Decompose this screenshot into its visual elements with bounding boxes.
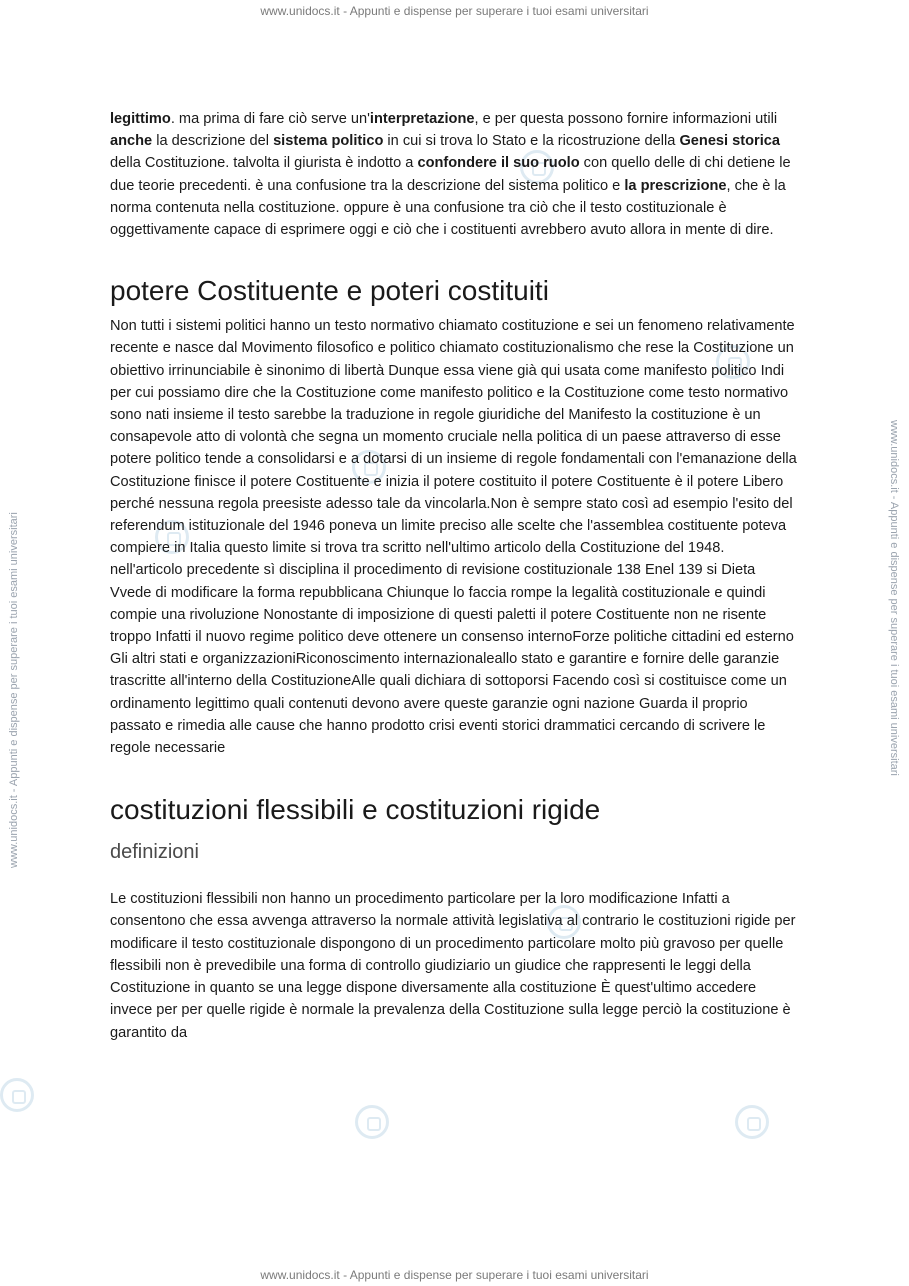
text-run: in cui si trova lo Stato e la ricostruzione della (383, 133, 680, 150)
intro-paragraph (110, 108, 800, 241)
left-side-watermark: www.unidocs.it - Appunti e dispense per superare i tuoi esami universitari (8, 512, 20, 868)
right-side-watermark: www.unidocs.it - Appunti e dispense per superare i tuoi esami universitari (888, 420, 900, 776)
section-paragraph: Non tutti i sistemi politici hanno un testo normativo chiamato costituzione e sei un fenomeno relativamente recente e nasce dal Movimento filosofico e politico chiamato costituzionalismo che rese la Costituzione un obiettivo irrinunciabile è sinonimo di libertà Dunque essa viene già qui usata come manifesto politico Indi per cui possiamo dire che la Costituzione come manifesto politico e la Costituzione come testo normativo sono nati insieme il testo sarebbe la traduzione in regole giuridiche del Manifesto la costituzione è un consapevole atto di volontà che segna un momento cruciale nella politica di un paese attraverso di esse potere politico tende a consolidarsi e a dotarsi di un insieme di regole fondamentali con l'emanazione della Costituzione finisce il potere Costituente e inizia il potere costituito il potere Costituente è il potere Libero perché nessuna regola preesiste adesso tale da vincolarla.Non è sempre stato così ad esempio l'esito del referendum istituzionale del 1946 poneva un limite preciso alle scelte che l'assemblea costituente poteva compiere in Italia questo limite si trova tra scritto nell'ultimo articolo della Costituzione del 1948. nell'articolo precedente sì disciplina il procedimento di revisione costituzionale 138 Enel 139 si Dieta Vvede di modificare la forma repubblicana Chiunque lo faccia rompe la legalità costituzionale e quindi compie una rivoluzione Nonostante di imposizione di questi paletti il potere Costituente non ne risente troppo Infatti il nuovo regime politico deve ottenere un consenso internoForze politiche cittadini ed esterno Gli altri stati e organizzazioniRiconoscimento internazionaleallo stato e garantire e fornire delle garanzie trascritte all'interno della CostituzioneAlle quali dichiara di sottoporsi Facendo così si costituisce come un ordinamento legittimo quali contenuti devono avere queste garanzie ogni nazione Guarda il proprio passato e rimedia alle cause che hanno prodotto crisi eventi storici drammatici cercando di scrivere le regole necessarie (110, 318, 797, 757)
bold-term: anche (110, 133, 153, 150)
unidocs-logo-watermark (735, 1105, 769, 1139)
footer-watermark-banner: www.unidocs.it - Appunti e dispense per superare i tuoi esami universitari (260, 1268, 649, 1282)
text-run: . ma prima di fare ciò serve un' (170, 111, 370, 127)
section-heading-costituzioni: costituzioni flessibili e costituzioni rigide (110, 794, 601, 826)
text-run: la descrizione del (152, 133, 274, 150)
bold-term: legittimo (110, 111, 171, 127)
header-watermark-banner: www.unidocs.it - Appunti e dispense per superare i tuoi esami universitari (260, 4, 649, 18)
text-run: con quello delle di chi detiene le due teorie precedenti. è una confusione tra la descrizione del sistema politico e (110, 155, 791, 194)
section-paragraph: Le costituzioni flessibili non hanno un procedimento particolare per la loro modificazione Infatti a consentono che essa avvenga attraverso la normale attività legislativa al contrario le costituzioni rigide per modificare il testo costituzionale dispongono di un procedimento particolare molto più gravoso per quelle flessibili non è prevedibile una forma di controllo giudiziario un giudice che rappresenti le leggi della Costituzione in quanto se una legge dispone diversamente alla costituzione È quest'ultimo accedere invece per per quelle rigide è normale la prevalenza della Costituzione sulla legge perciò la costituzione è garantito da (110, 891, 796, 1041)
unidocs-logo-watermark (355, 1105, 389, 1139)
bold-term: la prescrizione (624, 177, 727, 194)
text-run: della Costituzione. talvolta il giurista è indotto a (110, 155, 418, 172)
bold-term: interpretazione (369, 111, 475, 127)
document-content (110, 108, 800, 1044)
text-run: , e per questa possono fornire informazioni utili (474, 111, 778, 127)
subsection-heading-definizioni: definizioni (110, 841, 199, 864)
text-run: , che è la norma contenuta nella costituzione. oppure è una confusione tra ciò che il testo costituzionale è oggettivamente capace di esprimere oggi e ciò che i costituenti avrebbero avuto allora in mente di dire. (110, 177, 786, 239)
bold-term: confondere il suo ruolo (417, 155, 580, 172)
section-heading-potere-costituente: potere Costituente e poteri costituiti (110, 275, 549, 307)
bold-term: Genesi storica (679, 133, 781, 150)
bold-term: sistema politico (273, 133, 384, 150)
unidocs-logo-watermark (0, 1078, 34, 1112)
